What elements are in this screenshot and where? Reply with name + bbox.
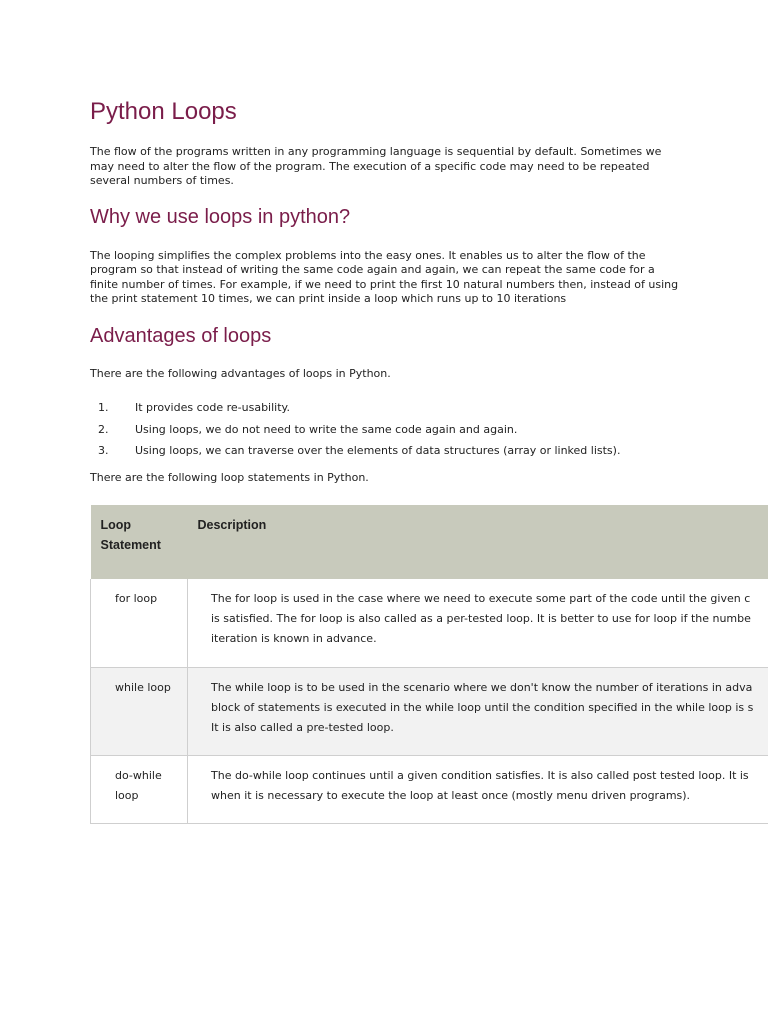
statement-label: do-while loop [115, 768, 162, 802]
list-item: 3. Using loops, we can traverse over the elements of data structures (array or linked lists). [112, 444, 768, 459]
advantages-heading: Advantages of loops [90, 324, 272, 347]
description-line: The for loop is used in the case where we need to execute some part of the code until the given c [211, 592, 751, 605]
description-cell [188, 755, 768, 823]
description-line: It is also called a pre-tested loop. [211, 720, 394, 734]
header-loop-statement [91, 505, 188, 579]
page-title: Python Loops [90, 98, 237, 125]
statement-cell [91, 667, 188, 755]
description-cell [188, 579, 768, 667]
table-row [91, 755, 768, 823]
description-line: iteration is known in advance. [211, 632, 377, 645]
table-header-row [91, 505, 768, 579]
header-description [188, 505, 768, 579]
description-line: The while loop is to be used in the scenario where we don't know the number of iterations in adva [211, 680, 753, 694]
why-heading: Why we use loops in python? [90, 205, 351, 228]
list-item: 2. Using loops, we do not need to write the same code again and again. [112, 423, 768, 438]
description-cell [188, 667, 768, 755]
table-row [91, 667, 768, 755]
description-line: The do-while loop continues until a given condition satisfies. It is also called post tested loop. It is [211, 768, 749, 782]
table-row [91, 579, 768, 667]
statement-cell [91, 755, 188, 823]
why-paragraph: The looping simplifies the complex problems into the easy ones. It enables us to alter the flow of the program so that instead of writing the same code again and again, we can repeat the same code for a finite number of times. For example, if we need to print the first 10 natural numbers then, instead of using the print statement 10 times, we can print inside a loop which runs up to 10 iterations [90, 248, 679, 305]
description-line: is satisfied. The for loop is also called as a per-tested loop. It is better to use for loop if the numbe [211, 612, 751, 625]
advantages-intro: There are the following advantages of loops in Python. [90, 366, 391, 380]
document-content [90, 96, 768, 824]
intro-paragraph: The flow of the programs written in any programming language is sequential by default. Sometimes we may need to alter the flow of the program. The execution of a specific code may need to be repeated several numbers of times. [90, 145, 662, 187]
header-label: Description [197, 518, 267, 532]
statement-cell [91, 579, 188, 667]
description-line: block of statements is executed in the while loop until the condition specified in the while loop is s [211, 700, 754, 714]
advantages-list [90, 401, 768, 459]
list-item: 1. It provides code re-usability. [112, 401, 768, 416]
loop-statements-table [90, 505, 768, 824]
statement-label: for loop [115, 592, 158, 605]
statements-intro: There are the following loop statements in Python. [90, 470, 369, 484]
header-label: Loop Statement [100, 518, 161, 552]
statement-label: while loop [115, 680, 171, 694]
description-line: when it is necessary to execute the loop at least once (mostly menu driven programs). [211, 788, 691, 802]
